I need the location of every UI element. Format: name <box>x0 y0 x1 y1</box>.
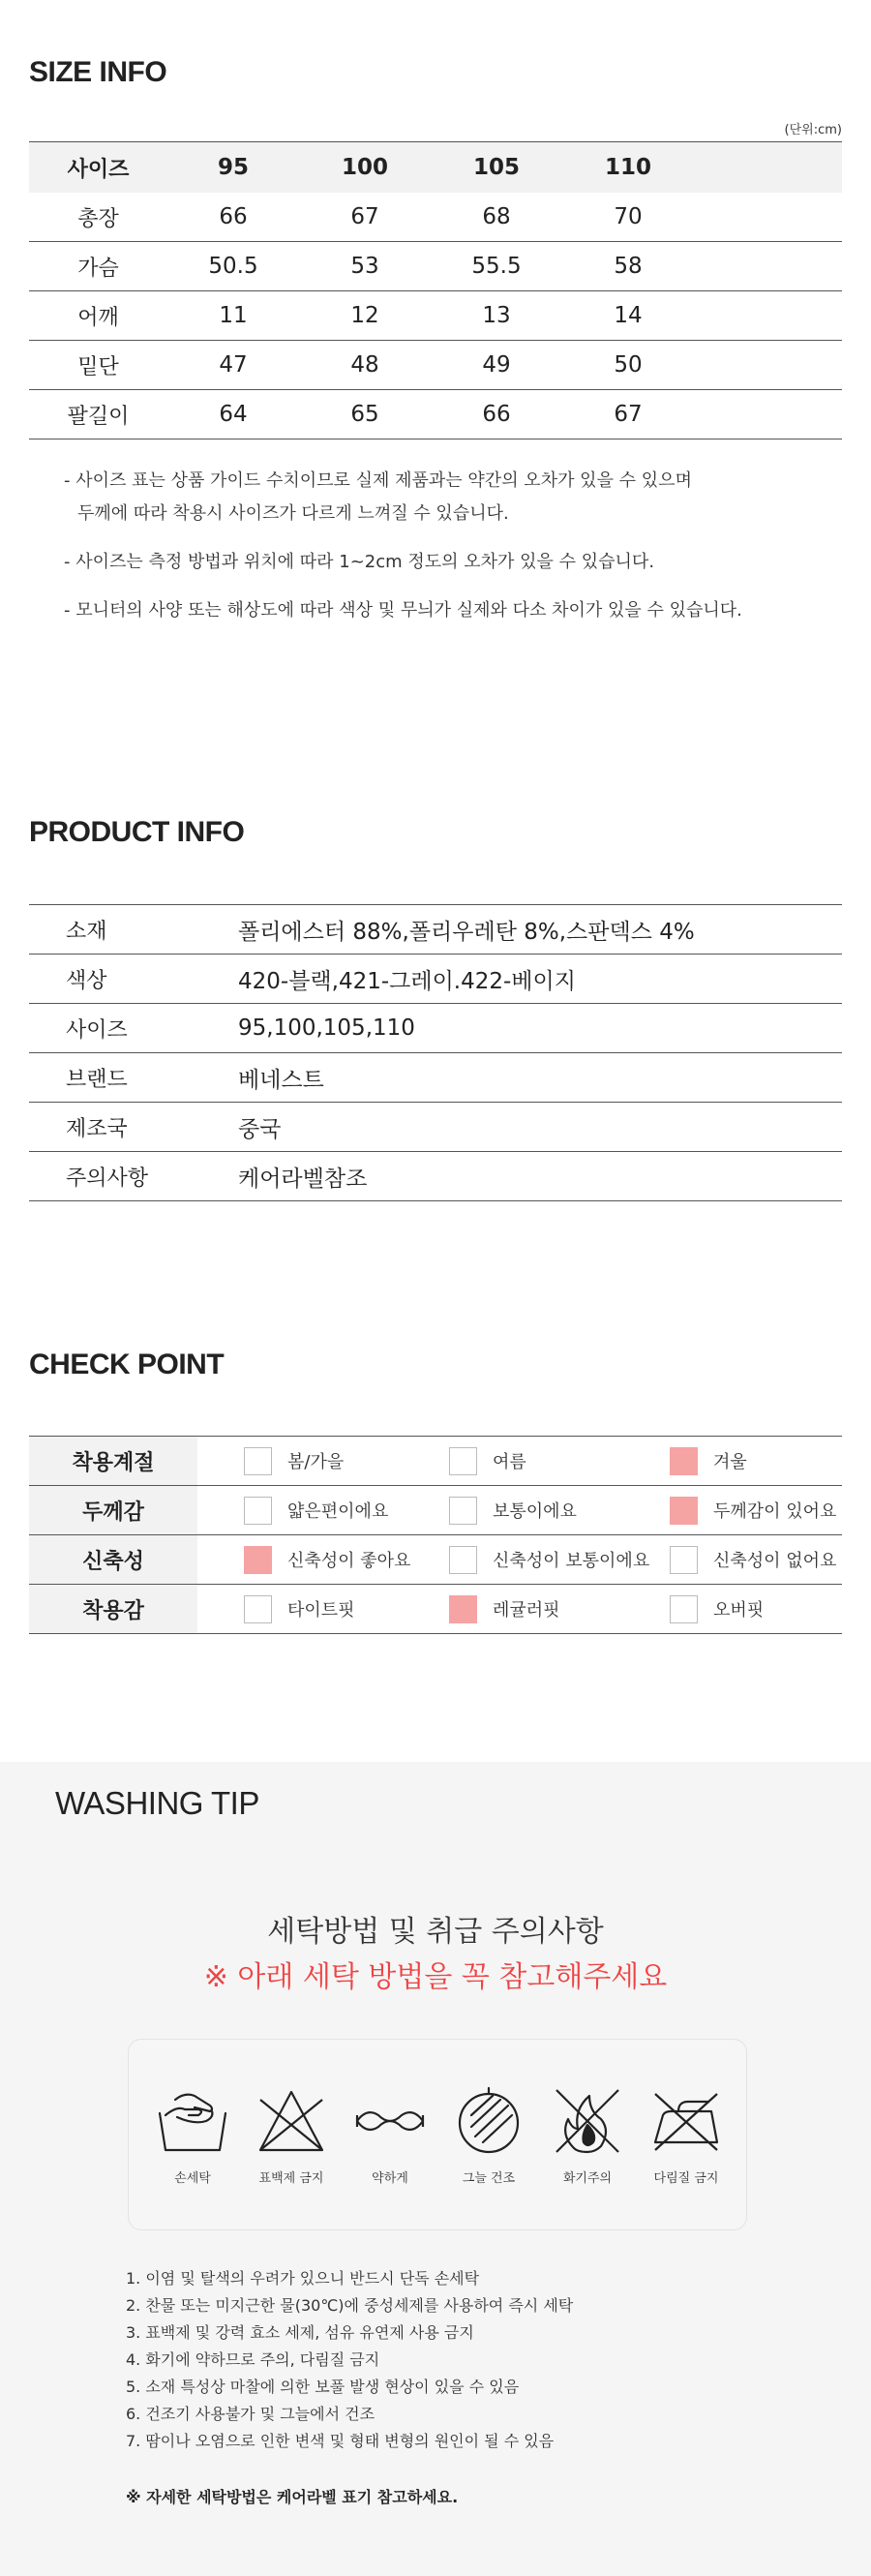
care-icon-item <box>144 2086 241 2186</box>
size-cell: 67 <box>614 402 643 427</box>
washing-tip-section <box>0 1762 871 2576</box>
note-line: - 사이즈 표는 상품 가이드 수치이므로 실제 제품과는 약간의 오차가 있을 수 있으며 <box>64 470 692 491</box>
size-header-cell: 100 <box>341 155 388 180</box>
check-option-label: 얇은편이에요 <box>287 1501 389 1522</box>
note-line: - 모니터의 사양 또는 해상도에 따라 색상 및 무늬가 실제와 다소 차이가 있을 수 있습니다. <box>64 600 742 621</box>
size-header-cell: 110 <box>604 155 651 180</box>
size-cell: 48 <box>350 352 379 378</box>
table-row <box>29 955 842 1004</box>
washing-note: ※ 자세한 세탁방법은 케어라벨 표기 참고하세요. <box>126 2488 459 2506</box>
table-row <box>29 1103 842 1152</box>
table-row <box>29 242 842 291</box>
size-cell: 13 <box>482 303 511 328</box>
size-header-cell: 105 <box>472 155 520 180</box>
table-row <box>29 291 842 341</box>
check-option <box>449 1546 649 1574</box>
checkbox <box>670 1595 698 1623</box>
care-icon-item <box>440 2086 537 2186</box>
check-option-label: 신축성이 좋아요 <box>287 1551 411 1571</box>
no-bleach-icon <box>255 2086 328 2156</box>
checkbox <box>244 1546 272 1574</box>
checkbox <box>244 1497 272 1525</box>
table-row <box>29 1486 842 1535</box>
product-info-title: PRODUCT INFO <box>29 816 245 848</box>
product-key: 브랜드 <box>66 1067 128 1092</box>
check-key: 신축성 <box>29 1535 197 1584</box>
size-cell: 47 <box>219 352 248 378</box>
product-value: 베네스트 <box>238 1067 324 1093</box>
check-option <box>244 1595 355 1623</box>
list-item: 2. 찬물 또는 미지근한 물(30℃)에 중성세제를 사용하여 즉시 세탁 <box>126 2296 574 2315</box>
list-item: 6. 건조기 사용불가 및 그늘에서 건조 <box>126 2405 375 2423</box>
no-iron-icon <box>649 2086 723 2156</box>
product-value: 케어라벨참조 <box>238 1166 368 1192</box>
care-icon-label: 손세탁 <box>174 2171 211 2186</box>
check-option-label: 두께감이 있어요 <box>713 1501 837 1522</box>
washing-instructions <box>126 2265 573 2455</box>
washing-heading: 세탁방법 및 취급 주의사항 <box>267 1915 604 1949</box>
product-value: 95,100,105,110 <box>238 1015 415 1041</box>
care-icon-item <box>342 2086 438 2186</box>
table-row <box>29 1437 842 1486</box>
care-icon-label: 약하게 <box>372 2171 408 2186</box>
check-option <box>670 1546 836 1574</box>
size-cell: 50.5 <box>208 254 258 279</box>
check-option-label: 보통이에요 <box>493 1501 577 1522</box>
table-row <box>29 341 842 390</box>
care-icon-label: 표백제 금지 <box>258 2171 324 2186</box>
size-cell: 58 <box>614 254 643 279</box>
check-option <box>670 1497 836 1525</box>
size-row-label: 가슴 <box>77 256 119 281</box>
shade-dry-icon <box>452 2086 526 2156</box>
size-notes <box>64 465 742 643</box>
care-icon-item <box>539 2086 636 2186</box>
table-row <box>29 193 842 242</box>
check-point-table <box>29 1436 842 1634</box>
product-key: 소재 <box>66 919 107 944</box>
size-cell: 65 <box>350 402 379 427</box>
table-row <box>29 1585 842 1634</box>
care-icons-panel <box>128 2039 747 2230</box>
check-option <box>670 1595 764 1623</box>
size-cell: 12 <box>350 303 379 328</box>
checkbox <box>244 1595 272 1623</box>
checkbox <box>449 1497 477 1525</box>
checkbox <box>670 1497 698 1525</box>
size-table <box>29 141 842 439</box>
product-key: 색상 <box>66 968 107 993</box>
check-option <box>670 1447 747 1475</box>
size-cell: 55.5 <box>471 254 522 279</box>
care-icon-label: 그늘 건조 <box>462 2171 516 2186</box>
washing-tip-title: WASHING TIP <box>55 1785 259 1821</box>
product-value: 중국 <box>238 1116 282 1142</box>
size-header-cell: 사이즈 <box>67 157 130 182</box>
check-option <box>244 1497 388 1525</box>
size-cell: 49 <box>482 352 511 378</box>
check-option-label: 봄/가을 <box>287 1452 345 1472</box>
gentle-twist-icon <box>353 2086 427 2156</box>
checkbox <box>449 1447 477 1475</box>
check-option-label: 오버핏 <box>713 1600 765 1621</box>
list-item: 7. 땀이나 오염으로 인한 변색 및 형태 변형의 원인이 될 수 있음 <box>126 2432 555 2450</box>
care-icon-item <box>638 2086 735 2186</box>
check-option <box>449 1497 577 1525</box>
check-option-label: 레귤러핏 <box>493 1600 560 1621</box>
check-option <box>244 1447 344 1475</box>
size-cell: 67 <box>350 204 379 229</box>
checkbox <box>670 1546 698 1574</box>
product-value: 420-블랙,421-그레이.422-베이지 <box>238 968 576 994</box>
table-row <box>29 1535 842 1585</box>
washing-subheading: ※ 아래 세탁 방법을 꼭 참고해주세요 <box>203 1960 668 1994</box>
product-value: 폴리에스터 88%,폴리우레탄 8%,스판덱스 4% <box>238 919 695 945</box>
flammable-caution-icon <box>551 2086 624 2156</box>
table-row <box>29 390 842 439</box>
size-cell: 11 <box>219 303 248 328</box>
list-item: 5. 소재 특성상 마찰에 의한 보풀 발생 현상이 있을 수 있음 <box>126 2378 520 2396</box>
size-row-label: 팔길이 <box>67 404 130 429</box>
table-row <box>29 905 842 955</box>
size-cell: 68 <box>482 204 511 229</box>
check-point-title: CHECK POINT <box>29 1349 225 1380</box>
check-key: 두께감 <box>29 1486 197 1534</box>
check-option-label: 신축성이 보통이에요 <box>493 1551 650 1571</box>
size-cell: 50 <box>614 352 643 378</box>
check-option-label: 타이트핏 <box>287 1600 355 1621</box>
checkbox <box>670 1447 698 1475</box>
checkbox <box>449 1546 477 1574</box>
care-icon-item <box>243 2086 340 2186</box>
care-icon-label: 다림질 금지 <box>653 2171 719 2186</box>
hand-wash-icon <box>156 2086 229 2156</box>
size-cell: 14 <box>614 303 643 328</box>
table-row <box>29 1004 842 1053</box>
check-option-label: 신축성이 없어요 <box>713 1551 837 1571</box>
size-unit: (단위:cm) <box>784 123 842 137</box>
checkbox <box>449 1595 477 1623</box>
size-cell: 64 <box>219 402 248 427</box>
list-item: 3. 표백제 및 강력 효소 세제, 섬유 유연제 사용 금지 <box>126 2323 474 2342</box>
size-row-label: 총장 <box>77 206 119 231</box>
check-key: 착용계절 <box>29 1437 197 1485</box>
product-key: 사이즈 <box>66 1017 128 1043</box>
size-cell: 70 <box>614 204 643 229</box>
product-table <box>29 904 842 1201</box>
size-cell: 66 <box>219 204 248 229</box>
check-option <box>244 1546 410 1574</box>
list-item: 4. 화기에 약하므로 주의, 다림질 금지 <box>126 2350 380 2369</box>
product-key: 주의사항 <box>66 1166 149 1191</box>
size-row-label: 어깨 <box>77 305 119 330</box>
list-item: 1. 이염 및 탈색의 우려가 있으니 반드시 단독 손세탁 <box>126 2269 480 2288</box>
note-line: - 사이즈는 측정 방법과 위치에 따라 1~2cm 정도의 오차가 있을 수 있습니다. <box>64 552 655 572</box>
table-row <box>29 1152 842 1201</box>
check-option <box>449 1447 526 1475</box>
size-cell: 53 <box>350 254 379 279</box>
checkbox <box>244 1447 272 1475</box>
size-info-title: SIZE INFO <box>29 56 167 88</box>
size-cell: 66 <box>482 402 511 427</box>
check-option-label: 겨울 <box>713 1452 747 1472</box>
size-table-header <box>29 142 842 193</box>
check-option <box>449 1595 560 1623</box>
size-header-cell: 95 <box>217 155 249 180</box>
care-icon-label: 화기주의 <box>562 2171 613 2186</box>
check-key: 착용감 <box>29 1585 197 1633</box>
check-option-label: 여름 <box>493 1452 526 1472</box>
note-line: 두께에 따라 착용시 사이즈가 다르게 느껴질 수 있습니다. <box>77 503 509 524</box>
size-row-label: 밑단 <box>77 354 119 379</box>
product-key: 제조국 <box>66 1116 128 1141</box>
table-row <box>29 1053 842 1103</box>
